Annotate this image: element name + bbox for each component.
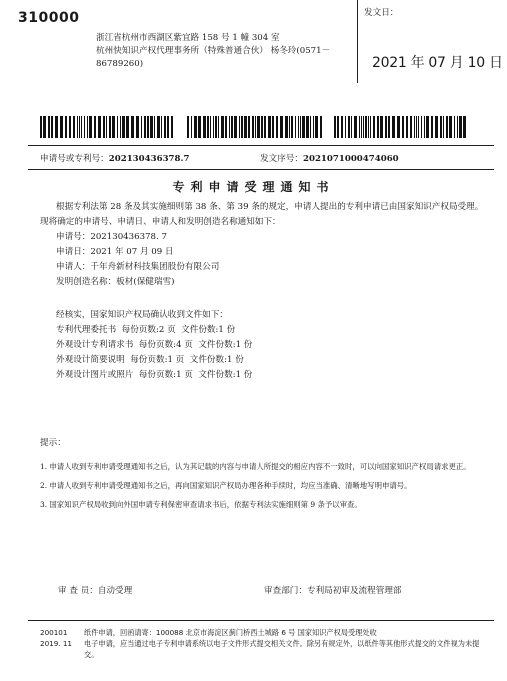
form-code: 200101 xyxy=(40,628,68,637)
address-line: 浙江省杭州市西湖区紫宜路 158 号 1 幢 304 室 xyxy=(96,33,280,43)
tips-list xyxy=(40,460,488,517)
recipient-address xyxy=(96,32,346,71)
review-department: 审查部门：专利局初审及流程管理部 xyxy=(264,586,402,596)
address-line: 86789260) xyxy=(96,59,144,69)
header-divider xyxy=(357,0,358,83)
notice-body xyxy=(40,200,486,383)
barcode xyxy=(334,116,470,138)
form-codes xyxy=(40,627,72,649)
intro-paragraph: 根据专利法第 28 条及其实施细则第 38 条、第 39 条的规定，申请人提出的专利申请已由国家知识产权局受理。现将确定的申请号、申请日、申请人和发明创造名称通知如下： xyxy=(40,202,484,227)
barcode-strip xyxy=(40,116,470,138)
divider xyxy=(28,145,494,146)
application-number-label: 申请号或专利号： xyxy=(40,154,109,164)
address-line: 杭州快知识产权代理事务所（特殊普通合伙） 杨冬玲(0571－ xyxy=(96,46,331,56)
field-line: 申请号：202130436378. 7 xyxy=(56,232,167,242)
files-intro: 经核实，国家知识产权局确认收到文件如下： xyxy=(56,310,228,320)
reviewer: 审 查 员：自动受理 xyxy=(58,586,133,596)
postcode: 310000 xyxy=(18,10,80,26)
serial-number-label: 发文序号： xyxy=(260,154,303,164)
serial-number xyxy=(260,152,399,164)
serial-number-value: 2021071000474060 xyxy=(302,154,399,164)
barcode xyxy=(40,116,176,138)
form-code: 2019. 11 xyxy=(40,639,73,648)
application-number xyxy=(40,152,190,164)
file-line: 专利代理委托书 每份页数:2 页 文件份数:1 份 xyxy=(56,325,236,335)
send-date-value: 2021 年 07 月 10 日 xyxy=(372,55,503,71)
field-line: 发明创造名称：板材(保健瑞雪) xyxy=(56,277,175,287)
barcode xyxy=(187,116,323,138)
file-line: 外观设计图片或照片 每份页数:1 页 文件份数:1 份 xyxy=(56,370,253,380)
file-line: 外观设计专利请求书 每份页数:4 页 文件份数:1 份 xyxy=(56,340,253,350)
file-line: 外观设计简要说明 每份页数:1 页 文件份数:1 份 xyxy=(56,355,244,365)
application-number-value: 202130436378.7 xyxy=(108,154,190,164)
tip-item: 2. 申请人收到专利申请受理通知书之后，再向国家知识产权局办理各种手续时，均应当准确、清晰地写明申请号。 xyxy=(40,481,412,490)
footer-notes xyxy=(84,627,486,660)
document-title: 专利申请受理通知书 xyxy=(172,180,335,194)
tip-item: 1. 申请人收到专利申请受理通知书之后，认为其记载的内容与申请人所提交的相应内容不一致时，可以向国家知识产权局请求更正。 xyxy=(40,462,471,471)
tip-item: 3. 国家知识产权局收到向外国申请专利保密审查请求书后，依据专利法实施细则第 9 条予以审查。 xyxy=(40,500,362,509)
tips-label: 提示： xyxy=(40,438,66,448)
send-date-label: 发文日： xyxy=(364,8,399,18)
divider xyxy=(28,169,494,170)
footer-divider xyxy=(28,620,494,621)
field-line: 申请日：2021 年 07 月 09 日 xyxy=(56,247,174,257)
footer-line: 纸件申请，回函请寄：100088 北京市海淀区蓟门桥西土城路 6 号 国家知识产权局受理处收 xyxy=(84,628,377,637)
footer-line: 电子申请，应当通过电子专利申请系统以电子文件形式提交相关文件。除另有规定外，以纸件等其他形式提交的文件视为未提交。 xyxy=(84,639,480,659)
field-line: 申请人：千年舟新材科技集团股份有限公司 xyxy=(56,262,220,272)
